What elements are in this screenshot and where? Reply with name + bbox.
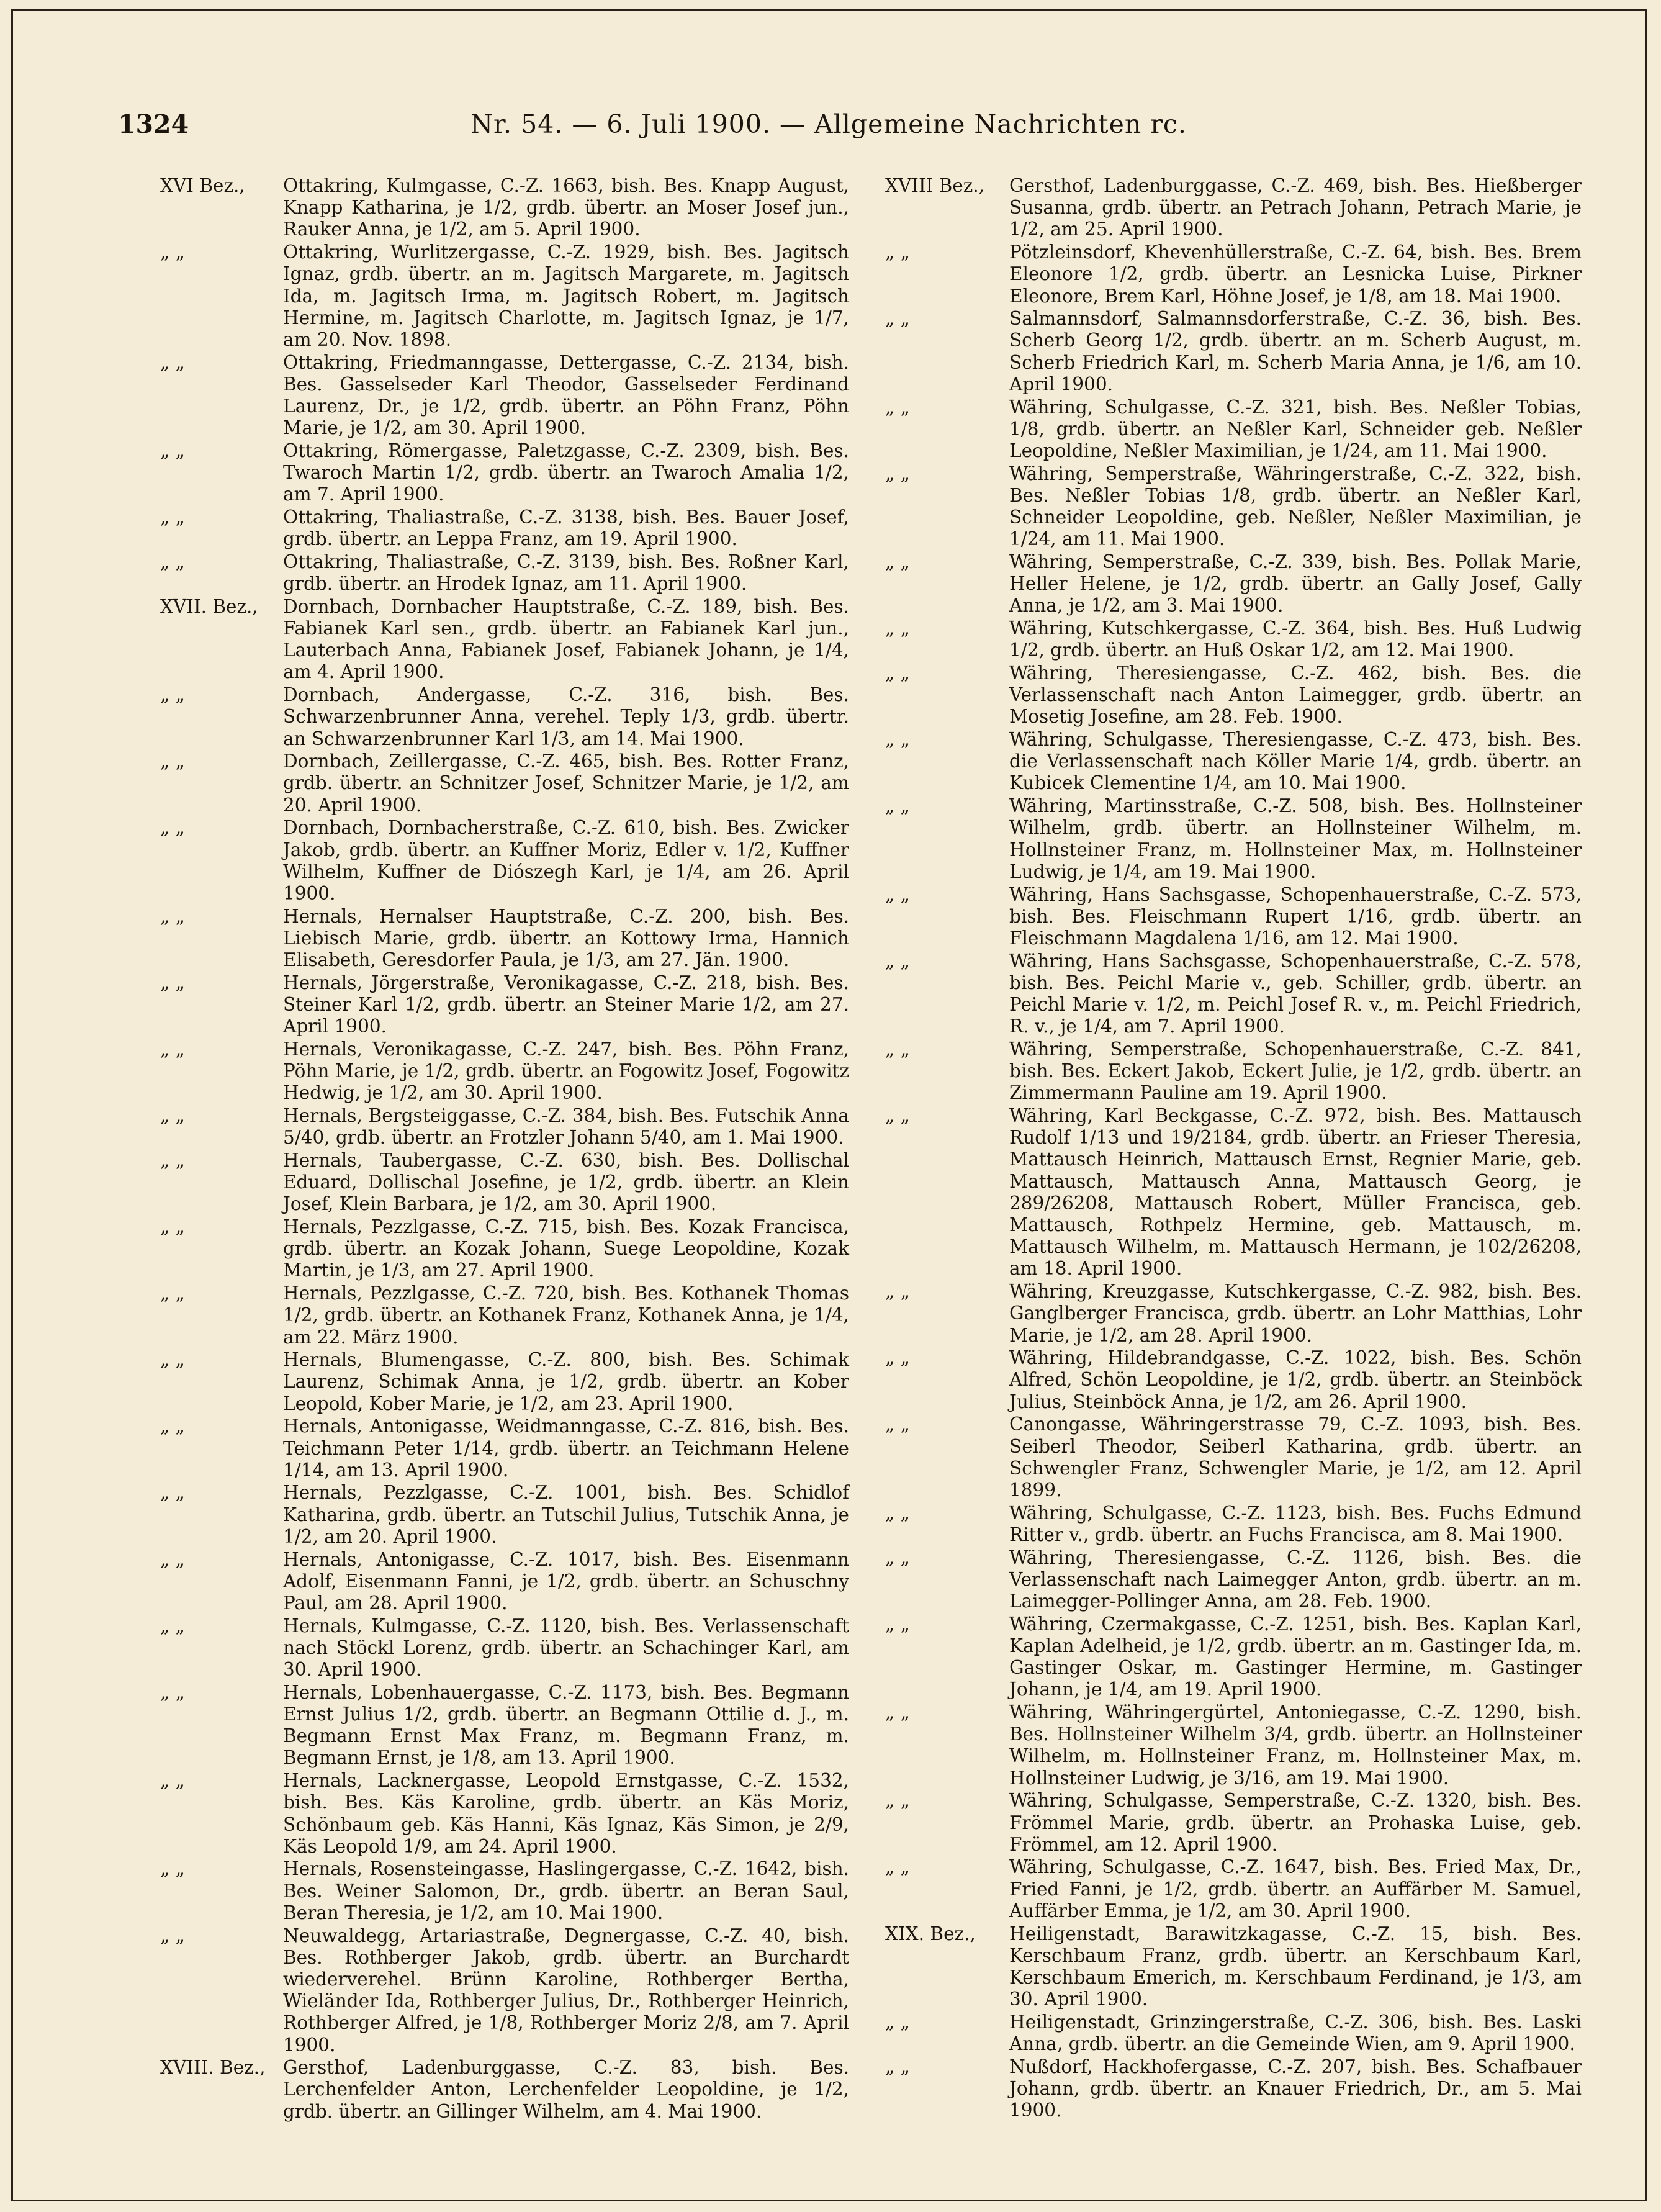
register-entry (160, 684, 849, 750)
district-prefix: „ „ (885, 551, 910, 572)
register-entry (160, 1415, 849, 1481)
register-entry (160, 1770, 849, 1858)
register-entry (160, 972, 849, 1038)
entry-text: Gersthof, Ladenburggasse, C.-Z. 469, bish. Bes. Hießberger Susanna, grdb. übertr. an Petrach Johann, Petrach Marie, je 1/2, am 25. April 1900. (1009, 175, 1582, 240)
page-header (118, 104, 1539, 144)
entry-text: Ottakring, Thaliastraße, C.-Z. 3139, bish. Bes. Roßner Karl, grdb. übertr. an Hrodek Ignaz, am 11. April 1900. (283, 551, 849, 595)
district-prefix: „ „ (885, 1105, 910, 1127)
entry-text: Nußdorf, Hackhofergasse, C.-Z. 207, bish. Bes. Schafbauer Johann, grdb. übertr. an Knauer Friedrich, Dr., am 5. Mai 1900. (1009, 2056, 1582, 2121)
district-prefix: „ „ (160, 1283, 185, 1304)
district-prefix: „ „ (885, 729, 910, 751)
entry-text: Hernals, Rosensteingasse, Haslingergasse, C.-Z. 1642, bish. Bes. Weiner Salomon, Dr., grdb. übertr. an Beran Saul, Beran Theresia, je 1/2, am 10. Mai 1900. (283, 1858, 849, 1923)
district-prefix: „ „ (160, 1681, 185, 1703)
entry-text: Hernals, Blumengasse, C.-Z. 800, bish. Bes. Schimak Laurenz, Schimak Anna, je 1/2, grdb. übertr. an Kober Leopold, Kober Marie, je 1/2, am 23. April 1900. (283, 1349, 849, 1414)
register-entry (160, 1682, 849, 1769)
entry-text: Währing, Kutschkergasse, C.-Z. 364, bish. Bes. Huß Ludwig 1/2, grdb. übertr. an Huß Oskar 1/2, am 12. Mai 1900. (1009, 618, 1582, 661)
district-prefix: „ „ (885, 1790, 910, 1812)
entry-text: Währing, Theresiengasse, C.-Z. 462, bish. Bes. die Verlassenschaft nach Anton Laimegger, grdb. übertr. an Mosetig Josefine, am 28. Feb. 1900. (1009, 662, 1582, 728)
register-entry (886, 551, 1582, 617)
register-entry (160, 596, 849, 684)
district-prefix: „ „ (885, 1502, 910, 1524)
district-prefix: „ „ (885, 463, 910, 484)
entry-text: Dornbach, Dornbacherstraße, C.-Z. 610, bish. Bes. Zwicker Jakob, grdb. übertr. an Kuffner Moriz, Edler v. 1/2, Kuffner Wilhelm, Kuffner de Diószegh Karl, je 1/4, am 26. April 1900. (283, 817, 849, 904)
district-prefix: „ „ (160, 972, 185, 993)
entry-text: Hernals, Lacknergasse, Leopold Ernstgasse, C.-Z. 1532, bish. Bes. Käs Karoline, grdb. übertr. an Käs Moriz, Schönbaum geb. Käs Hanni, Käs Ignaz, Käs Simon, je 2/9, Käs Leopold 1/9, am 24. April 1900. (283, 1770, 849, 1857)
entry-text: Währing, Theresiengasse, C.-Z. 1126, bish. Bes. die Verlassenschaft nach Laimegger Anton, grdb. übertr. an m. Laimegger-Pollinger Anna, am 28. Feb. 1900. (1009, 1546, 1582, 1612)
district-prefix: „ „ (885, 1281, 910, 1302)
entry-text: Pötzleinsdorf, Khevenhüllerstraße, C.-Z. 64, bish. Bes. Brem Eleonore 1/2, grdb. übertr. an Lesnicka Luise, Pirkner Eleonore, Brem Karl, Höhne Josef, je 1/8, am 18. Mai 1900. (1009, 242, 1582, 307)
entry-text: Hernals, Bergsteiggasse, C.-Z. 384, bish. Bes. Futschik Anna 5/40, grdb. übertr. an Frotzler Johann 5/40, am 1. Mai 1900. (283, 1105, 849, 1149)
register-entry (886, 1856, 1582, 1922)
register-entry (160, 1105, 849, 1149)
register-entry (886, 795, 1582, 883)
register-entry (160, 1482, 849, 1548)
district-prefix: „ „ (885, 1856, 910, 1878)
district-prefix: „ „ (885, 795, 910, 817)
entry-text: Canongasse, Währingerstrasse 79, C.-Z. 1093, bish. Bes. Seiberl Theodor, Seiberl Katharina, grdb. übertr. an Schwengler Franz, Schwengler Marie, je 1/2, am 12. April 1899. (1009, 1414, 1582, 1501)
district-prefix: „ „ (160, 1548, 185, 1570)
register-entry (160, 751, 849, 816)
entry-text: Währing, Hans Sachsgasse, Schopenhauerstraße, C.-Z. 578, bish. Bes. Peichl Marie v., geb. Schiller, grdb. übertr. an Peichl Marie v. 1/2, m. Peichl Josef R. v., m. Peichl Friedrich, R. v., je 1/4, am 7. April 1900. (1009, 950, 1582, 1037)
register-entry (886, 1547, 1582, 1613)
entry-text: Hernals, Pezzlgasse, C.-Z. 720, bish. Bes. Kothanek Thomas 1/2, grdb. übertr. an Kothanek Franz, Kothanek Anna, je 1/4, am 22. März 1900. (283, 1283, 849, 1348)
entry-text: Neuwaldegg, Artariastraße, Degnergasse, C.-Z. 40, bish. Bes. Rothberger Jakob, grdb. übertr. an Burchardt wiederverehel. Brünn Karoline, Rothberger Bertha, Wieländer Ida, Rothberger Julius, Dr., Rothberger Heinrich, Rothberger Alfred, je 1/8, Rothberger Moriz 2/8, am 7. April 1900. (283, 1925, 849, 2056)
district-prefix: XVIII Bez., (885, 175, 985, 196)
district-prefix: „ „ (160, 1415, 185, 1437)
district-prefix: „ „ (160, 1038, 185, 1060)
register-entry (160, 817, 849, 905)
district-prefix: „ „ (160, 1349, 185, 1371)
register-entry (160, 1615, 849, 1681)
district-prefix: „ „ (885, 308, 910, 330)
register-entry (160, 2057, 849, 2123)
register-entry (160, 1216, 849, 1282)
entry-text: Hernals, Antonigasse, C.-Z. 1017, bish. Bes. Eisenmann Adolf, Eisenmann Fanni, je 1/2, grdb. übertr. an Schuschny Paul, am 28. April 1900. (283, 1548, 849, 1614)
district-prefix: „ „ (885, 396, 910, 418)
entry-text: Dornbach, Dornbacher Hauptstraße, C.-Z. 189, bish. Bes. Fabianek Karl sen., grdb. übertr. an Fabianek Karl jun., Lauterbach Anna, Fabianek Josef, Fabianek Johann, je 1/4, am 4. April 1900. (283, 595, 849, 683)
entry-text: Währing, Semperstraße, Schopenhauerstraße, C.-Z. 841, bish. Bes. Eckert Jakob, Eckert Julie, je 1/2, grdb. übertr. an Zimmermann Pauline am 19. April 1900. (1009, 1038, 1582, 1104)
right-column (886, 175, 1582, 2123)
entry-text: Hernals, Veronikagasse, C.-Z. 247, bish. Bes. Pöhn Franz, Pöhn Marie, je 1/2, grdb. übertr. an Fogowitz Josef, Fogowitz Hedwig, je 1/2, am 30. April 1900. (283, 1038, 849, 1104)
register-entry (886, 308, 1582, 395)
entry-text: Hernals, Jörgerstraße, Veronikagasse, C.-Z. 218, bish. Bes. Steiner Karl 1/2, grdb. übertr. an Steiner Marie 1/2, am 27. April 1900. (283, 972, 849, 1037)
register-entry (886, 1702, 1582, 1789)
district-prefix: „ „ (160, 1105, 185, 1127)
register-entry (886, 397, 1582, 463)
running-title: Nr. 54. — 6. Juli 1900. — Allgemeine Nachrichten rc. (470, 109, 1187, 139)
district-prefix: „ „ (160, 440, 185, 461)
register-entry (160, 242, 849, 351)
district-prefix: „ „ (160, 1216, 185, 1238)
district-prefix: „ „ (160, 905, 185, 927)
district-prefix: „ „ (885, 1347, 910, 1369)
entry-text: Ottakring, Friedmanngasse, Dettergasse, C.-Z. 2134, bish. Bes. Gasselseder Karl Theodor, Gasselseder Ferdinand Laurenz, Dr., je 1/2, grdb. übertr. an Pöhn Franz, Pöhn Marie, je 1/2, am 30. April 1900. (283, 351, 849, 439)
entry-text: Hernals, Kulmgasse, C.-Z. 1120, bish. Bes. Verlassenschaft nach Stöckl Lorenz, grdb. übertr. an Schachinger Karl, am 30. April 1900. (283, 1615, 849, 1681)
district-prefix: „ „ (885, 242, 910, 263)
district-prefix: XVII. Bez., (160, 595, 258, 617)
page-number: 1324 (118, 109, 189, 139)
register-entry (160, 1150, 849, 1216)
register-entry (886, 950, 1582, 1038)
register-entry (886, 242, 1582, 307)
entry-text: Hernals, Antonigasse, Weidmanngasse, C.-Z. 816, bish. Bes. Teichmann Peter 1/14, grdb. übertr. an Teichmann Helene 1/14, am 13. April 1900. (283, 1415, 849, 1481)
entry-text: Währing, Czermakgasse, C.-Z. 1251, bish. Bes. Kaplan Karl, Kaplan Adelheid, je 1/2, grdb. übertr. an m. Gastinger Ida, m. Gastinger Oskar, m. Gastinger Hermine, m. Gastinger Johann, je 1/4, am 19. April 1900. (1009, 1613, 1582, 1700)
register-entry (886, 2011, 1582, 2055)
district-prefix: „ „ (885, 2056, 910, 2077)
register-entry (886, 729, 1582, 795)
district-prefix: „ „ (160, 1615, 185, 1636)
district-prefix: „ „ (885, 1702, 910, 1723)
entry-text: Hernals, Pezzlgasse, C.-Z. 1001, bish. Bes. Schidlof Katharina, grdb. übertr. an Tutschil Julius, Tutschik Anna, je 1/2, am 20. April 1900. (283, 1482, 849, 1547)
district-prefix: XIX. Bez., (885, 1923, 976, 1944)
register-entry (160, 1549, 849, 1615)
district-prefix: „ „ (160, 1482, 185, 1504)
register-entry (160, 1039, 849, 1104)
register-entry (886, 1347, 1582, 1413)
register-entry (160, 175, 849, 241)
district-prefix: „ „ (885, 883, 910, 905)
district-prefix: „ „ (885, 2011, 910, 2033)
district-prefix: „ „ (160, 351, 185, 373)
district-prefix: „ „ (160, 242, 185, 263)
register-entry (160, 1925, 849, 2056)
entry-text: Währing, Währingergürtel, Antoniegasse, C.-Z. 1290, bish. Bes. Hollnsteiner Wilhelm 3/4, grdb. übertr. an Hollnsteiner Wilhelm, m. Hollnsteiner Franz, m. Hollnsteiner Max, m. Hollnsteiner Ludwig, je 3/16, am 19. Mai 1900. (1009, 1702, 1582, 1789)
register-entry (886, 463, 1582, 551)
entry-text: Währing, Schulgasse, C.-Z. 1123, bish. Bes. Fuchs Edmund Ritter v., grdb. übertr. an Fuchs Francisca, am 8. Mai 1900. (1009, 1502, 1582, 1545)
entry-text: Hernals, Hernalser Hauptstraße, C.-Z. 200, bish. Bes. Liebisch Marie, grdb. übertr. an Kottowy Irma, Hannich Elisabeth, Geresdorfer Paula, je 1/3, am 27. Jän. 1900. (283, 905, 849, 971)
register-entry (886, 1281, 1582, 1347)
entry-text: Währing, Schulgasse, Theresiengasse, C.-Z. 473, bish. Bes. die Verlassenschaft nach Köller Marie 1/4, grdb. übertr. an Kubicek Clementine 1/4, am 10. Mai 1900. (1009, 729, 1582, 794)
district-prefix: „ „ (885, 1414, 910, 1435)
entry-text: Dornbach, Andergasse, C.-Z. 316, bish. Bes. Schwarzenbrunner Anna, verehel. Teply 1/3, grdb. übertr. an Schwarzenbrunner Karl 1/3, am 14. Mai 1900. (283, 684, 849, 749)
entry-text: Salmannsdorf, Salmannsdorferstraße, C.-Z. 36, bish. Bes. Scherb Georg 1/2, grdb. übertr. an m. Scherb August, m. Scherb Friedrich Karl, m. Scherb Maria Anna, je 1/6, am 10. April 1900. (1009, 308, 1582, 395)
district-prefix: XVIII. Bez., (160, 2057, 266, 2079)
register-entry (160, 1283, 849, 1348)
district-prefix: „ „ (885, 662, 910, 684)
entry-text: Hernals, Pezzlgasse, C.-Z. 715, bish. Bes. Kozak Francisca, grdb. übertr. an Kozak Johann, Suege Leopoldine, Kozak Martin, je 1/3, am 27. April 1900. (283, 1216, 849, 1281)
register-entry (886, 1502, 1582, 1546)
register-entry (160, 551, 849, 595)
entry-text: Währing, Schulgasse, C.-Z. 321, bish. Bes. Neßler Tobias, 1/8, grdb. übertr. an Neßler Karl, Schneider geb. Neßler Leopoldine, Neßler Maximilian, je 1/24, am 11. Mai 1900. (1009, 396, 1582, 461)
district-prefix: „ „ (160, 1858, 185, 1880)
entry-text: Heiligenstadt, Grinzingerstraße, C.-Z. 306, bish. Bes. Laski Anna, grdb. übertr. an die Gemeinde Wien, am 9. April 1900. (1009, 2011, 1582, 2055)
entry-text: Heiligenstadt, Barawitzkagasse, C.-Z. 15, bish. Bes. Kerschbaum Franz, grdb. übertr. an Kerschbaum Karl, Kerschbaum Emerich, m. Kerschbaum Ferdinand, je 1/3, am 30. April 1900. (1009, 1923, 1582, 2010)
register-entry (886, 2056, 1582, 2122)
district-prefix: „ „ (885, 1546, 910, 1568)
entry-text: Währing, Martinsstraße, C.-Z. 508, bish. Bes. Hollnsteiner Wilhelm, grdb. übertr. an Hollnsteiner Wilhelm, m. Hollnsteiner Franz, m. Hollnsteiner Max, m. Hollnsteiner Ludwig, je 1/4, am 19. Mai 1900. (1009, 795, 1582, 882)
district-prefix: „ „ (885, 1038, 910, 1060)
register-entry (886, 1790, 1582, 1856)
district-prefix: „ „ (885, 1613, 910, 1635)
district-prefix: XVI Bez., (160, 175, 245, 196)
entry-text: Währing, Schulgasse, Semperstraße, C.-Z. 1320, bish. Bes. Frömmel Marie, grdb. übertr. an Prohaska Luise, geb. Frömmel, am 12. April 1900. (1009, 1790, 1582, 1855)
district-prefix: „ „ (160, 684, 185, 706)
register-entry (886, 1105, 1582, 1280)
register-entry (886, 175, 1582, 241)
register-entry (886, 618, 1582, 661)
register-entry (886, 662, 1582, 728)
entry-text: Währing, Karl Beckgasse, C.-Z. 972, bish. Bes. Mattausch Rudolf 1/13 und 19/2184, grdb. übertr. an Frieser Theresia, Mattausch Heinrich, Mattausch Ernst, Regnier Marie, geb. Mattausch, Mattausch Anna, Mattausch Georg, je 289/26208, Mattausch Robert, Müller Francisca, geb. Mattausch, Rothpelz Hermine, geb. Mattausch, m. Mattausch Wilhelm, m. Mattausch Hermann, je 102/26208, am 18. April 1900. (1009, 1105, 1582, 1280)
entry-text: Währing, Semperstraße, C.-Z. 339, bish. Bes. Pollak Marie, Heller Helene, je 1/2, grdb. übertr. an Gally Josef, Gally Anna, je 1/2, am 3. Mai 1900. (1009, 551, 1582, 616)
district-prefix: „ „ (160, 1149, 185, 1171)
entry-text: Währing, Schulgasse, C.-Z. 1647, bish. Bes. Fried Max, Dr., Fried Fanni, je 1/2, grdb. übertr. an Auffärber M. Samuel, Auffärber Emma, je 1/2, am 30. April 1900. (1009, 1856, 1582, 1921)
district-prefix: „ „ (885, 618, 910, 639)
register-entry (886, 1614, 1582, 1701)
left-column (160, 175, 849, 2123)
entry-text: Währing, Hans Sachsgasse, Schopenhauerstraße, C.-Z. 573, bish. Bes. Fleischmann Rupert 1/16, grdb. übertr. an Fleischmann Magdalena 1/16, am 12. Mai 1900. (1009, 883, 1582, 949)
register-entry (160, 1858, 849, 1924)
district-prefix: „ „ (160, 817, 185, 839)
register-entry (886, 1923, 1582, 2011)
register-entry (886, 1039, 1582, 1104)
district-prefix: „ „ (160, 1925, 185, 1946)
district-prefix: „ „ (160, 507, 185, 528)
register-entry (160, 1349, 849, 1415)
entry-text: Dornbach, Zeillergasse, C.-Z. 465, bish. Bes. Rotter Franz, grdb. übertr. an Schnitzer Josef, Schnitzer Marie, je 1/2, am 20. April 1900. (283, 751, 849, 816)
district-prefix: „ „ (160, 1770, 185, 1792)
entry-text: Ottakring, Kulmgasse, C.-Z. 1663, bish. Bes. Knapp August, Knapp Katharina, je 1/2, grdb. übertr. an Moser Josef jun., Rauker Anna, je 1/2, am 5. April 1900. (283, 175, 849, 240)
entry-text: Währing, Semperstraße, Währingerstraße, C.-Z. 322, bish. Bes. Neßler Tobias 1/8, grdb. übertr. an Neßler Karl, Schneider Leopoldine, geb. Neßler, Neßler Maximilian, je 1/24, am 11. Mai 1900. (1009, 463, 1582, 550)
entry-text: Ottakring, Thaliastraße, C.-Z. 3138, bish. Bes. Bauer Josef, grdb. übertr. an Leppa Franz, am 19. April 1900. (283, 507, 849, 550)
entry-text: Ottakring, Wurlitzergasse, C.-Z. 1929, bish. Bes. Jagitsch Ignaz, grdb. übertr. an m. Jagitsch Margarete, m. Jagitsch Ida, m. Jagitsch Irma, m. Jagitsch Robert, m. Jagitsch Hermine, m. Jagitsch Charlotte, m. Jagitsch Ignaz, je 1/7, am 20. Nov. 1898. (283, 242, 849, 350)
register-entry (886, 1414, 1582, 1501)
entry-text: Hernals, Taubergasse, C.-Z. 630, bish. Bes. Dollischal Eduard, Dollischal Josefine, je 1/2, grdb. übertr. an Klein Josef, Klein Barbara, je 1/2, am 30. April 1900. (283, 1149, 849, 1215)
register-entry (886, 884, 1582, 950)
register-entry (160, 507, 849, 550)
entry-text: Währing, Hildebrandgasse, C.-Z. 1022, bish. Bes. Schön Alfred, Schön Leopoldine, je 1/2, grdb. übertr. an Steinböck Julius, Steinböck Anna, je 1/2, am 26. April 1900. (1009, 1347, 1582, 1412)
entry-text: Ottakring, Römergasse, Paletzgasse, C.-Z. 2309, bish. Bes. Twaroch Martin 1/2, grdb. übertr. an Twaroch Amalia 1/2, am 7. April 1900. (283, 440, 849, 505)
district-prefix: „ „ (160, 751, 185, 772)
district-prefix: „ „ (160, 551, 185, 572)
entry-text: Währing, Kreuzgasse, Kutschkergasse, C.-Z. 982, bish. Bes. Ganglberger Francisca, grdb. übertr. an Lohr Matthias, Lohr Marie, je 1/2, am 28. April 1900. (1009, 1281, 1582, 1346)
entry-text: Gersthof, Ladenburggasse, C.-Z. 83, bish. Bes. Lerchenfelder Anton, Lerchenfelder Leopoldine, je 1/2, grdb. übertr. an Gillinger Wilhelm, am 4. Mai 1900. (283, 2057, 849, 2122)
district-prefix: „ „ (885, 950, 910, 972)
register-entry (160, 906, 849, 972)
entry-text: Hernals, Lobenhauergasse, C.-Z. 1173, bish. Bes. Begmann Ernst Julius 1/2, grdb. übertr. an Begmann Ottilie d. J., m. Begmann Ernst Max Franz, m. Begmann Franz, m. Begmann Ernst, je 1/8, am 13. April 1900. (283, 1681, 849, 1769)
register-entry (160, 352, 849, 440)
register-entry (160, 440, 849, 506)
